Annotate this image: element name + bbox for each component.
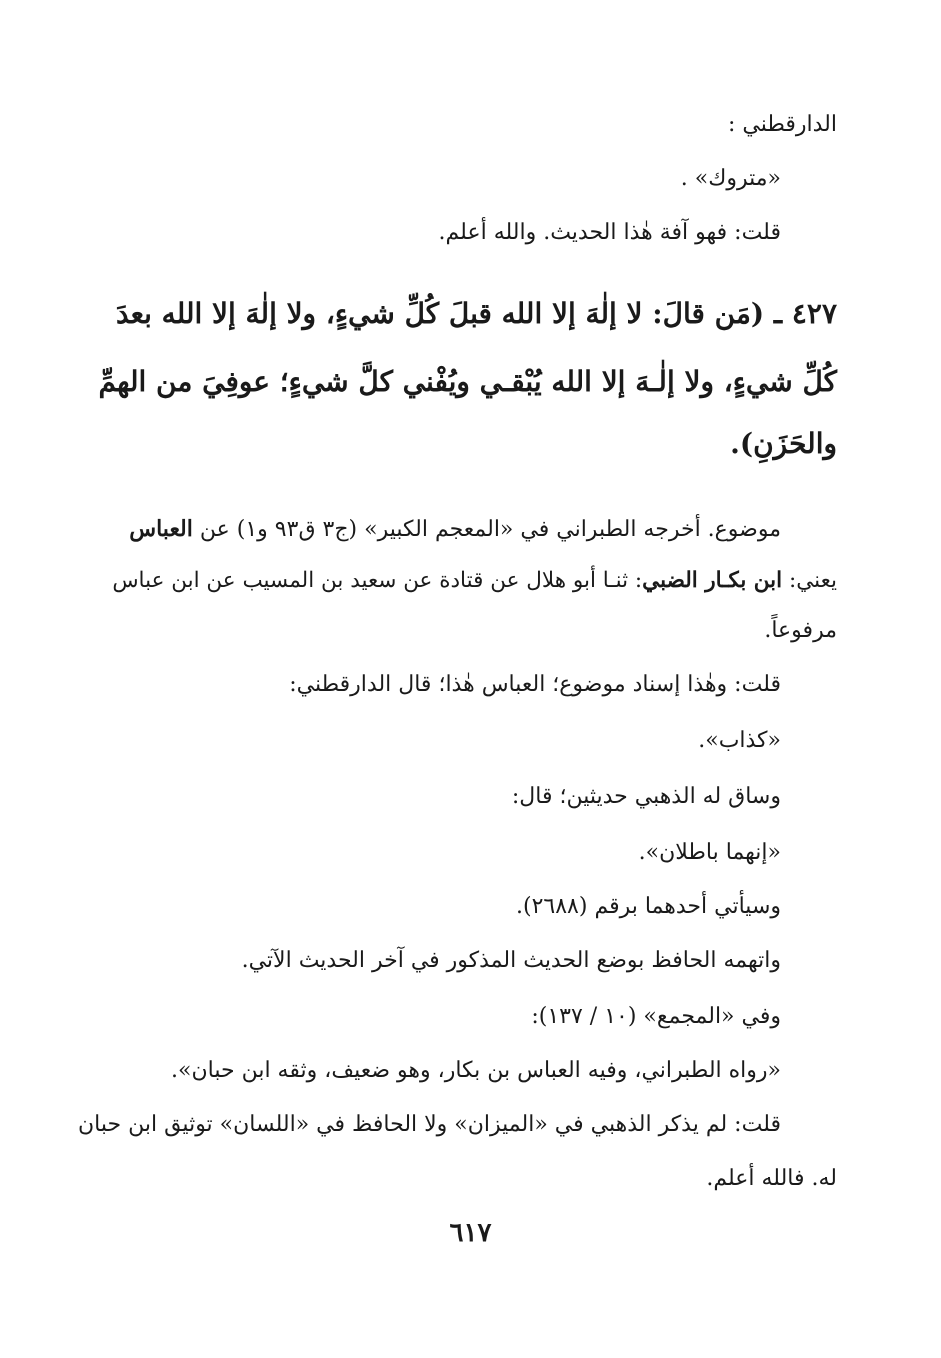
text-line: واتهمه الحافظ بوضع الحديث المذكور في آخر الحديث الآتي. (241, 948, 781, 973)
text-line: وسيأتي أحدهما برقم (٢٦٨٨). (516, 894, 781, 919)
narrator-name: العباس (129, 516, 193, 542)
text-line: قلت: وهٰذا إسناد موضوع؛ العباس هٰذا؛ قال الدارقطني: (289, 672, 781, 697)
takhrij-line: مرفوعاً. (764, 618, 837, 643)
quote-line: «كذاب». (698, 728, 781, 753)
takhrij-text: : ثنـا أبو هلال عن قتادة عن سعيد بن المسيب عن ابن عباس (112, 568, 643, 593)
quote-line: «إنهما باطلان». (638, 840, 781, 865)
text-line: له. فالله أعلم. (706, 1166, 837, 1191)
narrator-name: ابن بكـار الضبي (642, 568, 783, 593)
text-line: قلت: لم يذكر الذهبي في «الميزان» ولا الحافظ في «اللسان» توثيق ابن حبان (78, 1112, 781, 1137)
takhrij-line (129, 514, 781, 545)
text-line: وفي «المجمع» (١٠ / ١٣٧): (531, 1004, 781, 1029)
quote-line: «متروك» . (680, 166, 781, 191)
hadith-heading-line: ٤٢٧ ـ (مَن قالَ: لا إلٰهَ إلا الله قبلَ كُلِّ شيءٍ، ولا إلٰهَ إلا الله بعدَ (115, 297, 837, 330)
text-line: الدارقطني : (727, 112, 837, 137)
text-line: وساق له الذهبي حديثين؛ قال: (511, 784, 781, 809)
hadith-heading-line: والحَزَنِ). (730, 427, 837, 460)
takhrij-line (112, 566, 837, 596)
page-number: ٦١٧ (449, 1218, 492, 1248)
takhrij-text: موضوع. أخرجه الطبراني في «المعجم الكبير» (ج٣ ق٩٣ و١) عن (199, 517, 781, 542)
text-line: قلت: فهو آفة هٰذا الحديث. والله أعلم. (438, 220, 781, 245)
quote-line: «رواه الطبراني، وفيه العباس بن بكار، وهو ضعيف، وثقه ابن حبان». (171, 1058, 781, 1083)
hadith-heading-line: كُلِّ شيءٍ، ولا إلٰـهَ إلا الله يُبْقـي ويُفْني كلَّ شيءٍ؛ عوفِيَ من الهمِّ (98, 365, 837, 398)
takhrij-text: يعني: (788, 568, 837, 593)
